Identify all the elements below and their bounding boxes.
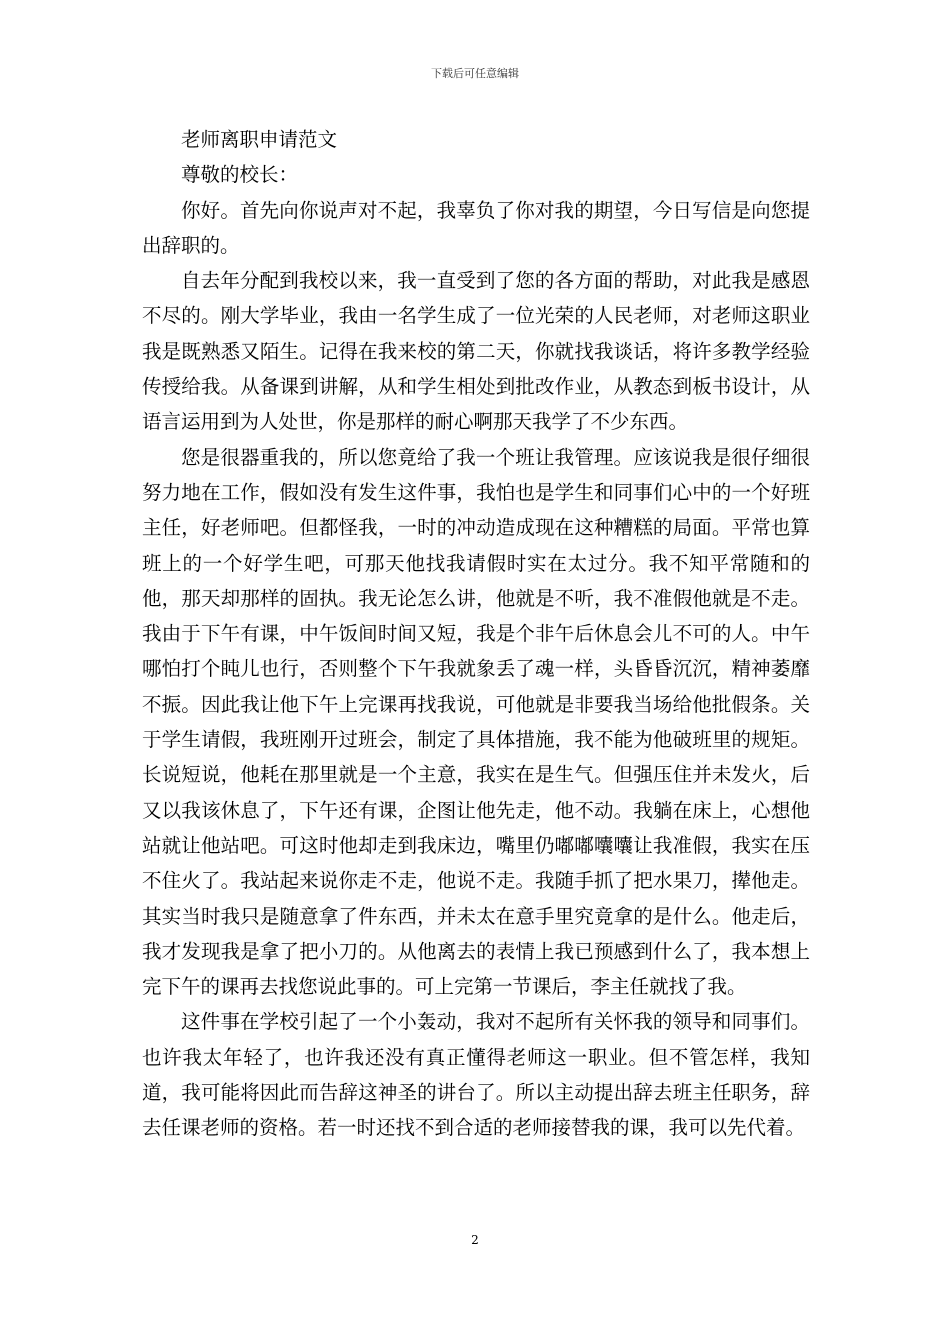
- paragraph: 你好。首先向你说声对不起，我辜负了你对我的期望，今日写信是向您提出辞职的。: [142, 198, 810, 257]
- paragraph: 这件事在学校引起了一个小轰动，我对不起所有关怀我的领导和同事们。也许我太年轻了，也许我还没有真正懂得老师这一职业。但不管怎样，我知道，我可能将因此而告辞这神圣的讲台了。所以主动提出辞去班主任职务，辞去任课老师的资格。若一时还找不到合适的老师接替我的课，我可以先代着。: [142, 1010, 810, 1140]
- page-header: 下载后可任意编辑: [431, 67, 519, 80]
- document-body: [142, 122, 810, 1146]
- document-title: 老师离职申请范文: [181, 128, 338, 151]
- page-number: 2: [471, 1233, 479, 1247]
- salutation: 尊敬的校长：: [181, 163, 299, 187]
- paragraph: 自去年分配到我校以来，我一直受到了您的各方面的帮助，对此我是感恩不尽的。刚大学毕业，我由一名学生成了一位光荣的人民老师，对老师这职业我是既熟悉又陌生。记得在我来校的第二天，你就找我谈话，将许多教学经验传授给我。从备课到讲解，从和学生相处到批改作业，从教态到板书设计，从语言运用到为人处世，你是那样的耐心啊那天我学了不少东西。: [142, 269, 810, 434]
- paragraph: 您是很器重我的，所以您竟给了我一个班让我管理。应该说我是很仔细很努力地在工作，假如没有发生这件事，我怕也是学生和同事们心中的一个好班主任，好老师吧。但都怪我，一时的冲动造成现在这种糟糕的局面。平常也算班上的一个好学生吧，可那天他找我请假时实在太过分。我不知平常随和的他，那天却那样的固执。我无论怎么讲，他就是不听，我不准假他就是不走。我由于下午有课，中午饭间时间又短，我是个非午后休息会儿不可的人。中午哪怕打个盹儿也行，否则整个下午我就象丢了魂一样，头昏昏沉沉，精神萎靡不振。因此我让他下午上完课再找我说，可他就是非要我当场给他批假条。关于学生请假，我班刚开过班会，制定了具体措施，我不能为他破班里的规矩。长说短说，他耗在那里就是一个主意，我实在是生气。但强压住并未发火，后又以我该休息了，下午还有课，企图让他先走，他不动。我躺在床上，心想他站就让他站吧。可这时他却走到我床边，嘴里仍嘟嘟囔囔让我准假，我实在压不住火了。我站起来说你走不走，他说不走。我随手抓了把水果刀，撵他走。其实当时我只是随意拿了件东西，并未太在意手里究竟拿的是什么。他走后，我才发现我是拿了把小刀的。从他离去的表情上我已预感到什么了，我本想上完下午的课再去找您说此事的。可上完第一节课后，李主任就找了我。: [142, 445, 810, 999]
